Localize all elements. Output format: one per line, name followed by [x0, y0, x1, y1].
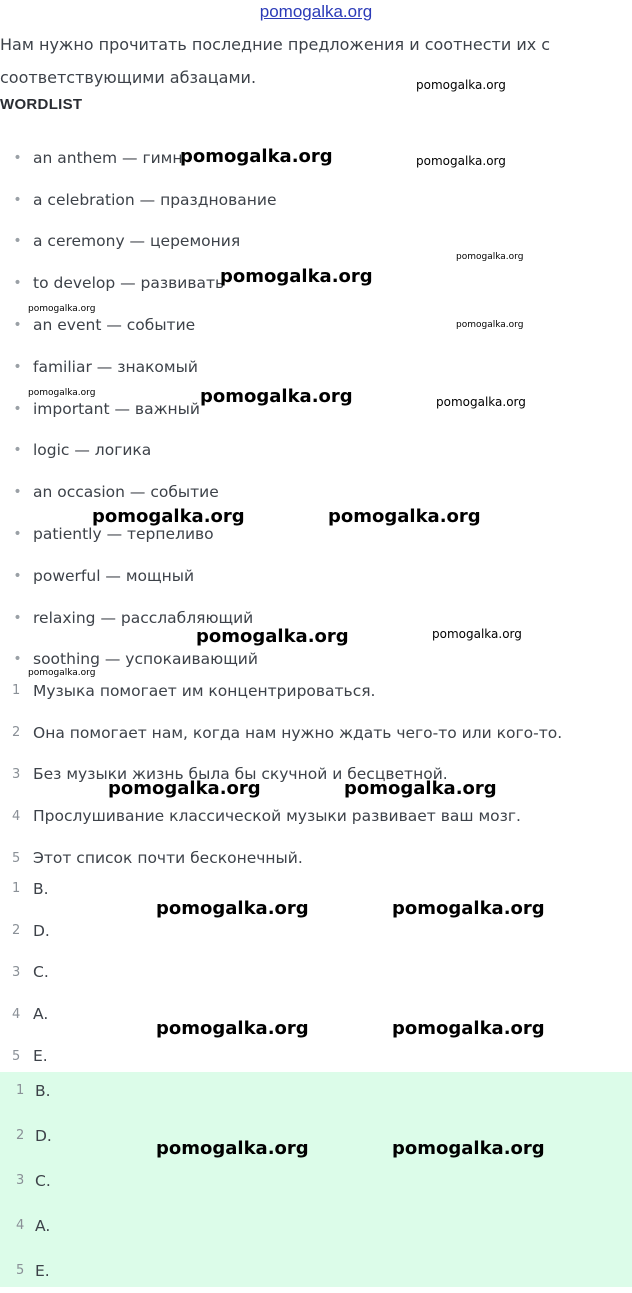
site-header	[0, 0, 632, 24]
item-number: 4	[16, 1218, 25, 1233]
answer-text: A.	[35, 1216, 51, 1235]
word-entry: a celebration — празднование	[33, 190, 277, 209]
watermark: pomogalka.org	[92, 506, 245, 527]
word-entry: an event — событие	[33, 316, 196, 335]
item-number: 5	[16, 1263, 25, 1278]
word-entry: relaxing — расслабляющий	[33, 608, 254, 627]
word-list	[0, 137, 277, 680]
watermark: pomogalka.org	[156, 1138, 309, 1159]
watermark: pomogalka.org	[28, 304, 96, 314]
sentence-list	[0, 670, 562, 879]
watermark: pomogalka.org	[344, 778, 497, 799]
item-number: 5	[12, 1048, 21, 1064]
word-entry: logic — логика	[33, 441, 152, 460]
watermark: pomogalka.org	[436, 395, 526, 409]
sentence-text: Она помогает нам, когда нам нужно ждать чего-то или кого-то.	[33, 723, 563, 742]
watermark: pomogalka.org	[180, 146, 333, 167]
list-item	[0, 179, 277, 221]
answer-item	[0, 868, 50, 910]
watermark: pomogalka.org	[108, 778, 261, 799]
bullet-icon	[0, 610, 33, 626]
item-number: 4	[12, 808, 21, 824]
item-number: 2	[12, 923, 21, 939]
answer-text: B.	[33, 879, 49, 898]
answer-item	[2, 1113, 52, 1158]
answer-highlight-box	[0, 1072, 632, 1287]
watermark: pomogalka.org	[200, 386, 353, 407]
word-entry: a ceremony — церемония	[33, 232, 241, 251]
watermark: pomogalka.org	[416, 154, 506, 168]
bullet-icon	[0, 568, 33, 584]
answer-text: D.	[33, 921, 50, 940]
item-number: 4	[12, 1006, 21, 1022]
answer-item	[0, 910, 50, 952]
item-number: 3	[16, 1173, 25, 1188]
list-item	[0, 221, 277, 263]
answer-list	[0, 868, 50, 1077]
watermark: pomogalka.org	[416, 78, 506, 92]
item-number: 3	[12, 964, 21, 980]
bullet-icon	[0, 150, 33, 166]
answer-item	[2, 1068, 52, 1113]
sentence-item	[0, 837, 562, 879]
list-item	[0, 430, 277, 472]
watermark: pomogalka.org	[196, 626, 349, 647]
answer-item	[2, 1158, 52, 1203]
bullet-icon	[0, 275, 33, 291]
word-entry: to develop — развивать	[33, 274, 225, 293]
word-entry: an occasion — событие	[33, 483, 219, 502]
watermark: pomogalka.org	[156, 1018, 309, 1039]
answer-item	[2, 1203, 52, 1248]
sentence-item	[0, 795, 562, 837]
watermark: pomogalka.org	[220, 266, 373, 287]
list-item	[0, 555, 277, 597]
item-number: 3	[12, 766, 21, 782]
list-item	[0, 346, 277, 388]
watermark: pomogalka.org	[28, 388, 96, 398]
site-link[interactable]: pomogalka.org	[259, 2, 373, 21]
answer-text: D.	[35, 1126, 52, 1145]
sentence-item	[0, 712, 562, 754]
sentence-text: Этот список почти бесконечный.	[33, 849, 303, 868]
bullet-icon	[0, 317, 33, 333]
watermark: pomogalka.org	[392, 1018, 545, 1039]
answer-text: E.	[33, 1047, 48, 1066]
bullet-icon	[0, 192, 33, 208]
answer-text: B.	[35, 1081, 51, 1100]
word-entry: soothing — успокаивающий	[33, 650, 258, 669]
watermark: pomogalka.org	[456, 252, 524, 262]
item-number: 2	[12, 725, 21, 741]
bullet-icon	[0, 233, 33, 249]
word-entry: an anthem — гимн	[33, 148, 183, 167]
answer-text: E.	[35, 1261, 50, 1280]
watermark: pomogalka.org	[392, 898, 545, 919]
bullet-icon	[0, 484, 33, 500]
watermark: pomogalka.org	[156, 898, 309, 919]
answer-text: C.	[33, 963, 49, 982]
item-number: 5	[12, 850, 21, 866]
watermark: pomogalka.org	[432, 627, 522, 641]
answer-item	[2, 1248, 52, 1293]
word-entry: important — важный	[33, 399, 200, 418]
answer-text: A.	[33, 1005, 49, 1024]
bullet-icon	[0, 401, 33, 417]
bullet-icon	[0, 359, 33, 375]
watermark: pomogalka.org	[392, 1138, 545, 1159]
intro-text: Нам нужно прочитать последние предложения и соотнести их с соответствующими абзацами.	[0, 35, 551, 87]
item-number: 1	[12, 683, 21, 699]
wordlist-heading: WORDLIST	[0, 96, 83, 113]
item-number: 1	[12, 881, 21, 897]
bullet-icon	[0, 651, 33, 667]
answer-text: C.	[35, 1171, 51, 1190]
watermark: pomogalka.org	[28, 668, 96, 678]
answer-item	[0, 952, 50, 994]
word-entry: powerful — мощный	[33, 566, 195, 585]
sentence-text: Музыка помогает им концентрироваться.	[33, 681, 376, 700]
word-entry: patiently — терпеливо	[33, 525, 214, 544]
highlighted-answer-list	[2, 1068, 52, 1293]
sentence-text: Без музыки жизнь была бы скучной и бесцветной.	[33, 765, 448, 784]
bullet-icon	[0, 442, 33, 458]
answer-item	[0, 993, 50, 1035]
sentence-text: Прослушивание классической музыки развивает ваш мозг.	[33, 807, 521, 826]
bullet-icon	[0, 526, 33, 542]
word-entry: familiar — знакомый	[33, 357, 198, 376]
watermark: pomogalka.org	[328, 506, 481, 527]
item-number: 2	[16, 1128, 25, 1143]
watermark: pomogalka.org	[456, 320, 524, 330]
item-number: 1	[16, 1083, 25, 1098]
